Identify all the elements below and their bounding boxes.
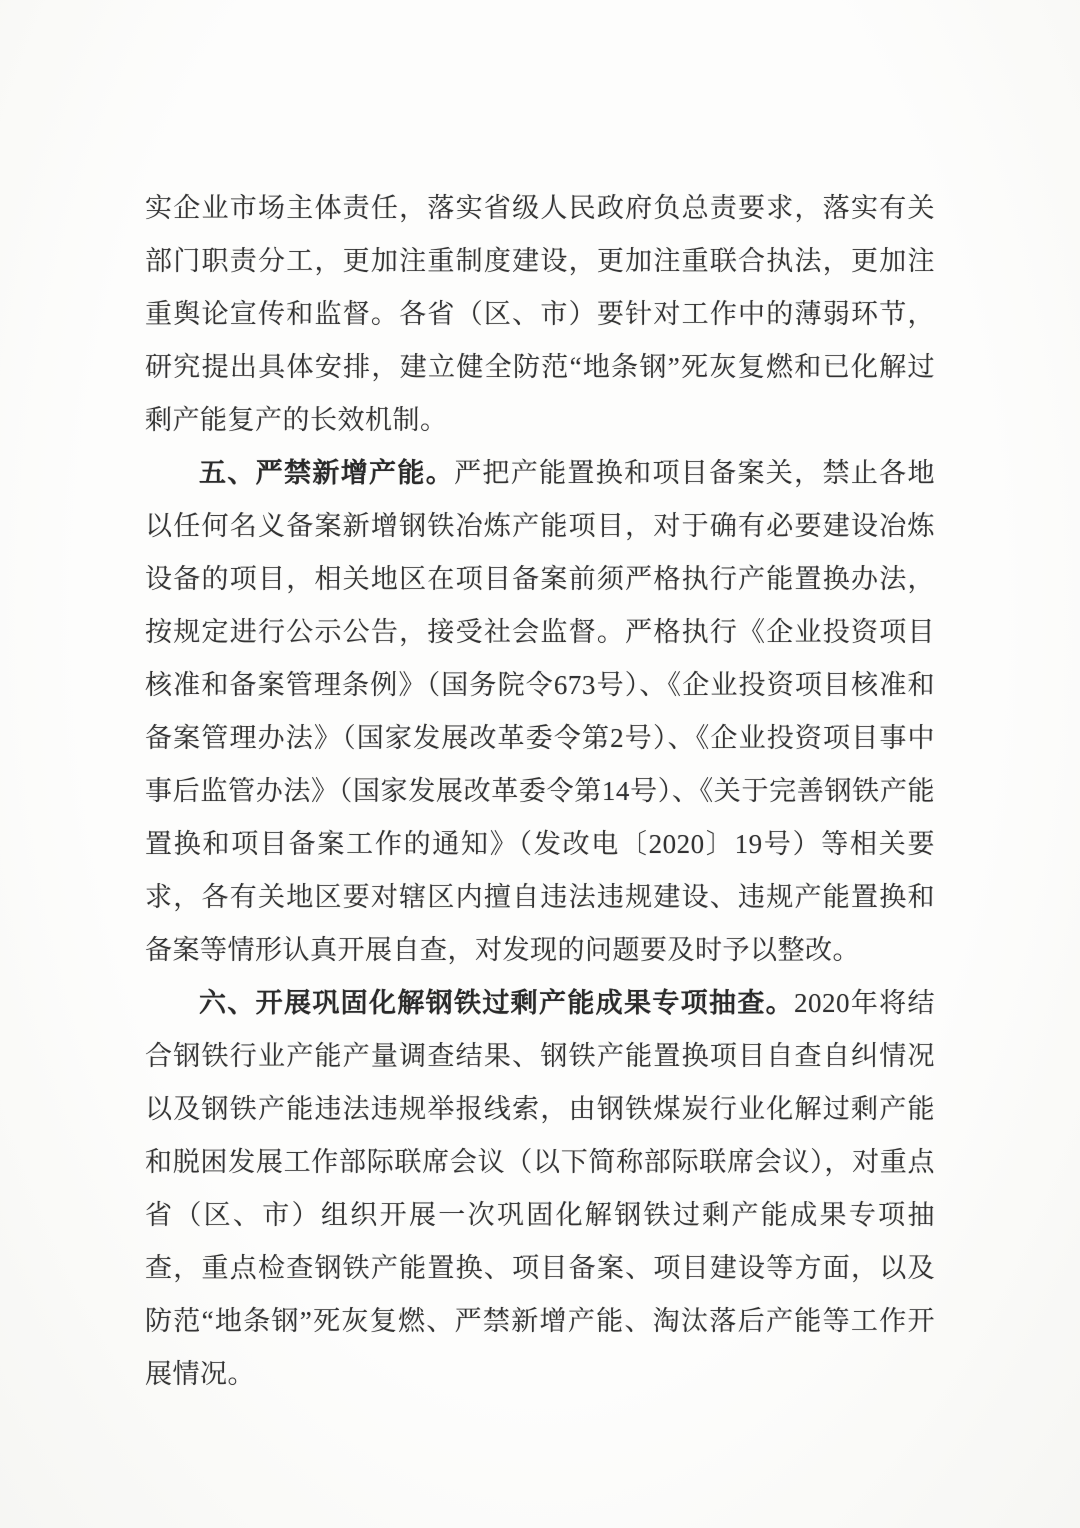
paragraph-section-5 bbox=[145, 447, 935, 977]
section-5-heading: 五、严禁新增产能。 bbox=[199, 458, 455, 488]
section-6-text: 2020年将结合钢铁行业产能产量调查结果、钢铁产能置换项目自查自纠情况以及钢铁产能违法违规举报线索，由钢铁煤炭行业化解过剩产能和脱困发展工作部际联席会议（以下简称部际联席会议），对重点省（区、市）组织开展一次巩固化解钢铁过剩产能成果专项抽查，重点检查钢铁产能置换、项目备案、项目建设等方面，以及防范“地条钢”死灰复燃、严禁新增产能、淘汰落后产能等工作开展情况。 bbox=[145, 988, 935, 1389]
paragraph-continuation bbox=[145, 182, 935, 447]
section-6-heading: 六、开展巩固化解钢铁过剩产能成果专项抽查。 bbox=[199, 988, 794, 1018]
section-5-text: 严把产能置换和项目备案关，禁止各地以任何名义备案新增钢铁冶炼产能项目，对于确有必要建设冶炼设备的项目，相关地区在项目备案前须严格执行产能置换办法，按规定进行公示公告，接受社会监督。严格执行《企业投资项目核准和备案管理条例》（国务院令673号）、《企业投资项目核准和备案管理办法》（国家发展改革委令第2号）、《企业投资项目事中事后监管办法》（国家发展改革委令第14号）、《关于完善钢铁产能置换和项目备案工作的通知》（发改电〔2020〕19号）等相关要求，各有关地区要对辖区内擅自违法违规建设、违规产能置换和备案等情形认真开展自查，对发现的问题要及时予以整改。 bbox=[145, 458, 936, 965]
paragraph-text: 实企业市场主体责任，落实省级人民政府负总责要求，落实有关部门职责分工，更加注重制度建设，更加注重联合执法，更加注重舆论宣传和监督。各省（区、市）要针对工作中的薄弱环节，研究提出具体安排，建立健全防范“地条钢”死灰复燃和已化解过剩产能复产的长效机制。 bbox=[145, 193, 935, 435]
paragraph-section-6 bbox=[145, 977, 935, 1401]
